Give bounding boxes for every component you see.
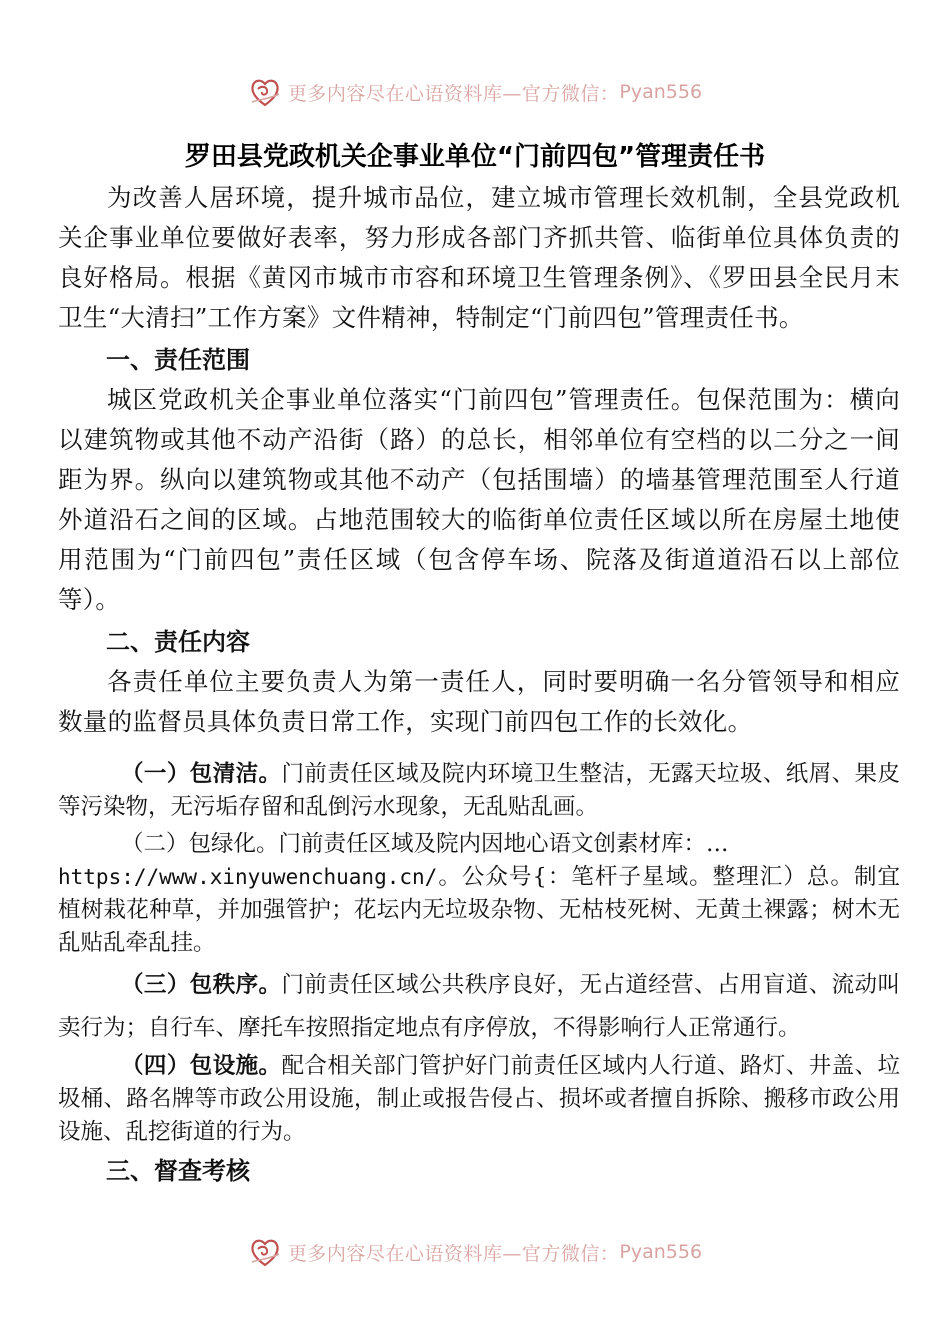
watermark-footer (0, 1230, 950, 1274)
watermark-wechat-id: Pyan556 (619, 1241, 703, 1263)
item-cleaning (58, 758, 900, 824)
section-heading-inspection: 三、督查考核 (106, 1157, 250, 1185)
heart-swirl-logo-icon (248, 75, 282, 109)
item-facilities-text: 配合相关部门管护好门前责任区域内人行道、路灯、井盖、垃圾桶、路名牌等市政公用设施，制止或报告侵占、损坏或者擅自拆除、搬移市政公用设施、乱挖街道的行为。 (58, 1053, 900, 1145)
intro-paragraph: 为改善人居环境，提升城市品位，建立城市管理长效机制，全县党政机关企事业单位要做好表率，努力形成各部门齐抓共管、临街单位具体负责的良好格局。根据《黄冈市城市市容和环境卫生管理条例》、《罗田县全民月末卫生“大清扫”工作方案》文件精神，特制定“门前四包”管理责任书。 (58, 183, 900, 332)
document-body (58, 178, 900, 1191)
item-greening (58, 828, 900, 960)
content-paragraph: 各责任单位主要负责人为第一责任人，同时要明确一名分管领导和相应数量的监督员具体负责日常工作，实现门前四包工作的长效化。 (58, 667, 900, 736)
item-facilities-lead: （四）包设施。 (121, 1053, 282, 1079)
item-cleaning-lead: （一）包清洁。 (121, 761, 282, 787)
section-heading-content: 二、责任内容 (106, 628, 250, 656)
watermark-wechat-id: Pyan556 (619, 81, 703, 103)
item-greening-text: 。公众号{：笔杆子星域。整理汇）总。制宜植树栽花种草，并加强管护；花坛内无垃圾杂物、无枯枝死树、无黄土裸露；树木无乱贴乱牵乱挂。 (58, 864, 900, 956)
item-order-lead: （三）包秩序。 (121, 972, 282, 998)
heart-swirl-logo-icon (248, 1235, 282, 1269)
watermark-url: https://www.xinyuwenchuang.cn/ (58, 865, 438, 889)
item-cleaning-text: 门前责任区域及院内环境卫生整洁，无露天垃圾、纸屑、果皮等污染物，无污垢存留和乱倒污水现象，无乱贴乱画。 (58, 761, 900, 820)
watermark-text: 更多内容尽在心语资料库—官方微信： (287, 1242, 620, 1265)
item-facilities (58, 1050, 900, 1149)
scope-paragraph: 城区党政机关企事业单位落实“门前四包”管理责任。包保范围为：横向以建筑物或其他不动产沿街（路）的总长，相邻单位有空档的以二分之一间距为界。纵向以建筑物或其他不动产（包括围墙）的墙基管理范围至人行道外道沿石之间的区域。占地范围较大的临街单位责任区域以所在房屋土地使用范围为“门前四包”责任区域（包含停车场、院落及街道道沿石以上部位等）。 (58, 385, 900, 614)
item-greening-line1: （二）包绿化。门前责任区域及院内因地心语文创素材库：… (121, 831, 729, 857)
section-heading-scope: 一、责任范围 (106, 346, 250, 374)
item-order-text: 门前责任区域公共秩序良好，无占道经营、占用盲道、流动叫卖行为；自行车、摩托车按照指定地点有序停放，不得影响行人正常通行。 (58, 972, 900, 1041)
document-title: 罗田县党政机关企事业单位“门前四包”管理责任书 (184, 142, 766, 172)
watermark-header (0, 70, 950, 114)
item-order (58, 964, 900, 1050)
watermark-text: 更多内容尽在心语资料库—官方微信： (287, 82, 620, 105)
